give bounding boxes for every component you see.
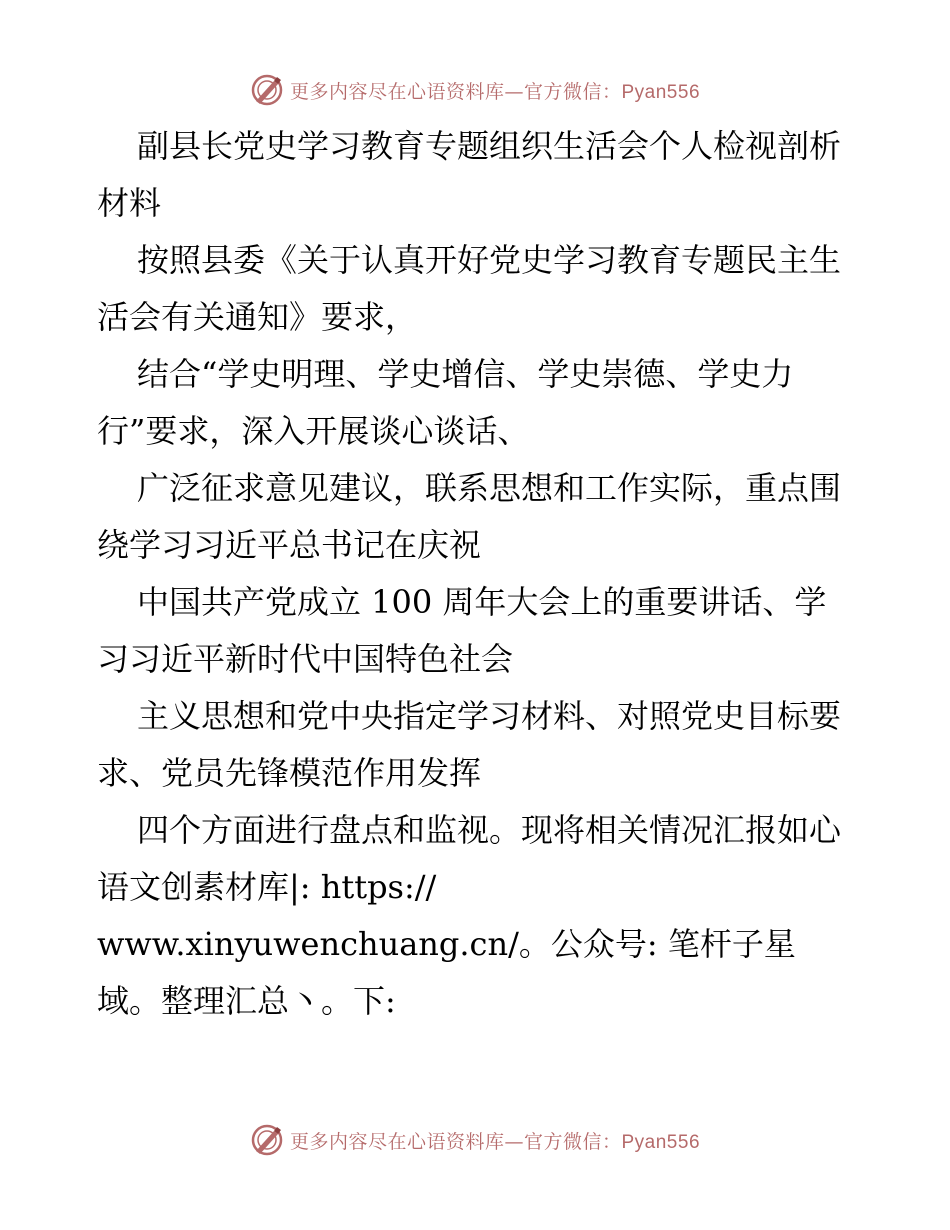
watermark-text: 更多内容尽在心语资料库—官方微信：Pyan556 <box>289 1130 701 1153</box>
pen-seal-logo-icon <box>250 73 284 107</box>
doc-paragraph: 中国共产党成立 100 周年大会上的重要讲话、学习习近平新时代中国特色社会 <box>97 583 827 678</box>
doc-title-paragraph: 副县长党史学习教育专题组织生活会个人检视剖析材料 <box>97 127 842 222</box>
header-watermark <box>0 70 950 110</box>
pen-seal-logo-icon <box>250 1123 284 1157</box>
doc-paragraph: 四个方面进行盘点和监视。现将相关情况汇报如心语文创素材库|: https:// <box>97 811 842 906</box>
watermark-wechat-id: Pyan556 <box>621 81 701 103</box>
doc-paragraph: 结合“学史明理、学史增信、学史崇德、学史力行”要求，深入开展谈心谈话、 <box>97 355 794 450</box>
doc-paragraph: 广泛征求意见建议，联系思想和工作实际，重点围绕学习习近平总书记在庆祝 <box>97 469 842 564</box>
watermark-text: 更多内容尽在心语资料库—官方微信：Pyan556 <box>289 80 701 103</box>
doc-paragraph: 主义思想和党中央指定学习材料、对照党史目标要求、党员先锋模范作用发挥 <box>97 697 842 792</box>
document-body <box>97 118 857 1030</box>
doc-paragraph: 按照县委《关于认真开好党史学习教育专题民主生活会有关通知》要求， <box>97 241 842 336</box>
footer-watermark <box>0 1120 950 1160</box>
watermark-wechat-id: Pyan556 <box>621 1131 701 1153</box>
doc-paragraph-url: www.xinyuwenchuang.cn/。公众号: 笔杆子星域。整理汇总丶。下: <box>97 925 796 1020</box>
